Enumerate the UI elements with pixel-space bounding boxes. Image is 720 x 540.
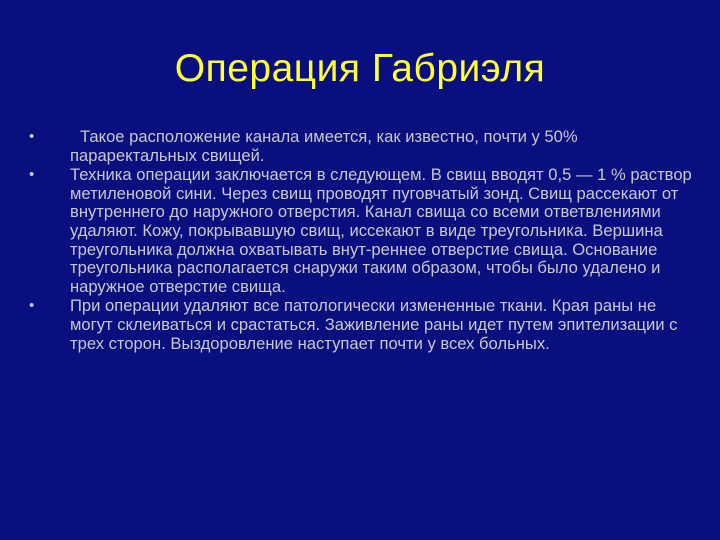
slide-title: Операция Габриэля [174, 47, 546, 90]
bullet-text: При операции удаляют все патологически измененные ткани. Края раны не могут склеиваться и срастаться. Заживление раны идет путем эпителизации с трех сторон. Выздоровление наступает почти у всех больных. [70, 296, 678, 353]
bullet-list [28, 128, 694, 354]
bullet-text: Такое расположение канала имеется, как известно, почти у 50% параректальных свищей. [70, 127, 578, 165]
bullet-item-2 [28, 166, 694, 296]
bullet-item-1 [28, 128, 694, 165]
bullet-marker: • [29, 297, 35, 315]
bullet-text: Техника операции заключается в следующем. В свищ вводят 0,5 — 1 % раствор метиленовой сини. Через свищ проводят пуговчатый зонд. Свищ рассекают от внутреннего до наружного отверстия. Канал свища со всеми ответвлениями удаляют. Кожу, покрывавшую свищ, иссекают в виде треугольника. Вершина треугольника должна охватывать внут-реннее отверстие свища. Основание треугольника располагается снаружи таким образом, чтобы было удалено и наружное отверстие свища. [70, 165, 692, 296]
bullet-marker: • [29, 128, 35, 145]
bullet-marker: • [29, 166, 35, 184]
bullet-item-3 [28, 297, 694, 353]
